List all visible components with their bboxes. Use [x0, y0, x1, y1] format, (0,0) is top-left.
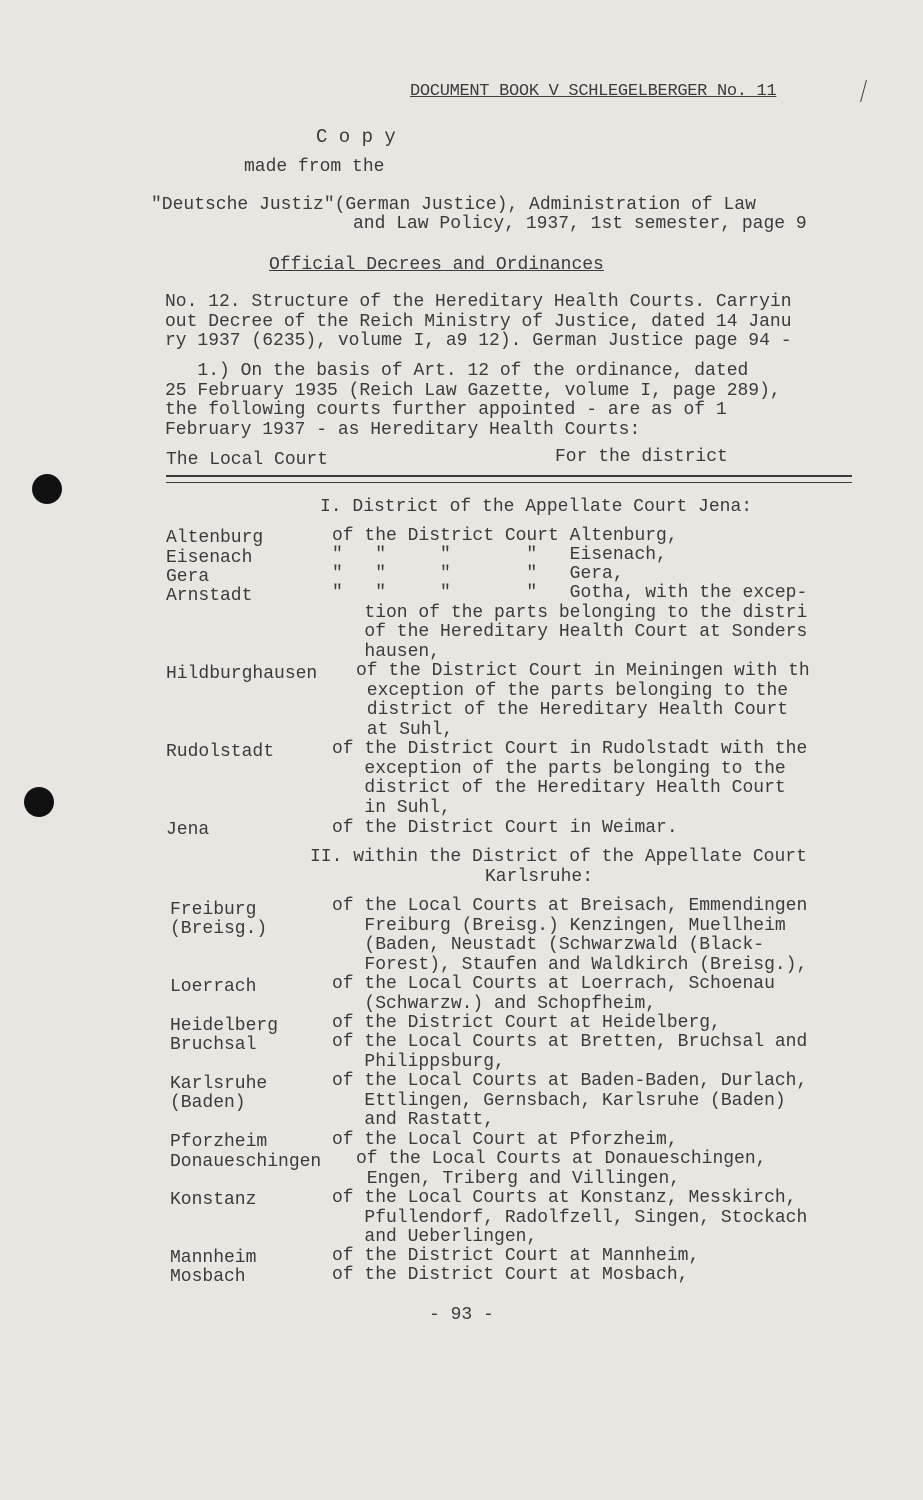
court-name: Mannheim — [170, 1248, 257, 1268]
column-header-left: The Local Court — [166, 450, 329, 470]
court-name: Pforzheim — [170, 1132, 268, 1152]
court-district: of the Local Courts at Baden-Baden, Durlach, Ettlingen, Gernsbach, Karlsruhe (Baden) and Rastatt, — [332, 1071, 808, 1130]
paragraph-line-3: the following courts further appointed - are as of 1 — [165, 400, 727, 420]
court-district: of the Local Court at Pforzheim, — [332, 1130, 678, 1150]
section2-heading: II. within the District of the Appellate Court — [310, 847, 807, 867]
court-name: Konstanz — [170, 1190, 257, 1210]
court-district: of the District Court in Weimar. — [332, 818, 678, 838]
court-district: of the District Court at Mannheim, — [332, 1246, 700, 1266]
court-district: of the Local Courts at Bretten, Bruchsal and Philippsburg, — [332, 1032, 808, 1072]
document-reference: DOCUMENT BOOK V SCHLEGELBERGER No. 11 — [410, 82, 777, 101]
court-district: " " " " Gotha, with the excep- tion of the parts belonging to the distri of the Hereditary Health Court at Sonders hausen, — [332, 583, 808, 662]
paragraph-line-1: 1.) On the basis of Art. 12 of the ordinance, dated — [165, 361, 749, 381]
paragraph-line-2: 25 February 1935 (Reich Law Gazette, volume I, page 289), — [165, 381, 781, 401]
court-name: Rudolstadt — [166, 742, 275, 762]
court-name: Loerrach — [170, 977, 257, 997]
court-district: of the Local Courts at Donaueschingen, Engen, Triberg and Villingen, — [356, 1149, 767, 1189]
court-name: Gera — [166, 567, 210, 587]
court-name: Altenburg — [166, 528, 264, 548]
header-rule — [166, 475, 852, 477]
decree-line-3: ry 1937 (6235), volume I, a9 12). German Justice page 94 - — [165, 331, 792, 351]
court-name: Donaueschingen — [170, 1152, 322, 1172]
court-name: Freiburg (Breisg.) — [170, 900, 268, 939]
reference-box-edge — [854, 80, 867, 102]
section1-heading: I. District of the Appellate Court Jena: — [320, 497, 753, 517]
court-district: of the District Court at Mosbach, — [332, 1265, 689, 1285]
court-name: Jena — [166, 820, 210, 840]
decree-line-2: out Decree of the Reich Ministry of Justice, dated 14 Janu — [165, 312, 792, 332]
punch-hole-bottom — [24, 787, 54, 817]
made-from-line: made from the — [244, 157, 385, 177]
court-name: Karlsruhe (Baden) — [170, 1074, 268, 1113]
header-rule-double — [166, 482, 852, 483]
source-line-2: and Law Policy, 1937, 1st semester, page 9 — [353, 214, 807, 234]
court-district: of the District Court at Heidelberg, — [332, 1013, 721, 1033]
court-name: Eisenach — [166, 548, 253, 568]
decree-line-1: No. 12. Structure of the Hereditary Health Courts. Carryin — [165, 292, 792, 312]
court-district: of the Local Courts at Loerrach, Schoenau (Schwarzw.) and Schopfheim, — [332, 974, 775, 1014]
source-line-1: "Deutsche Justiz"(German Justice), Administration of Law — [151, 195, 756, 215]
court-district: of the Local Courts at Konstanz, Messkirch, Pfullendorf, Radolfzell, Singen, Stockach and Ueberlingen, — [332, 1188, 808, 1247]
court-district: of the District Court in Rudolstadt with the exception of the parts belonging to the district of the Hereditary Health Court in Suhl, — [332, 739, 808, 818]
court-district: of the District Court in Meiningen with th exception of the parts belonging to the district of the Hereditary Health Court at Suhl, — [356, 661, 810, 740]
section2-heading-line2: Karlsruhe: — [485, 867, 594, 887]
court-district: " " " " Gera, — [332, 564, 624, 584]
court-name: Heidelberg — [170, 1016, 279, 1036]
court-name: Hildburghausen — [166, 664, 318, 684]
punch-hole-top — [32, 474, 62, 504]
court-name: Mosbach — [170, 1267, 246, 1287]
section-heading: Official Decrees and Ordinances — [269, 255, 604, 275]
court-name: Arnstadt — [166, 586, 253, 606]
court-district: " " " " Eisenach, — [332, 545, 667, 565]
court-district: of the District Court Altenburg, — [332, 526, 678, 546]
copy-heading: C o p y — [316, 126, 396, 148]
page-number: - 93 - — [429, 1305, 494, 1325]
column-header-right: For the district — [555, 447, 728, 467]
court-district: of the Local Courts at Breisach, Emmendingen Freiburg (Breisg.) Kenzingen, Muellheim (Baden, Neustadt (Schwarzwald (Black- Forest), Staufen and Waldkirch (Breisg.), — [332, 896, 808, 975]
court-name: Bruchsal — [170, 1035, 257, 1055]
paragraph-line-4: February 1937 - as Hereditary Health Courts: — [165, 420, 641, 440]
